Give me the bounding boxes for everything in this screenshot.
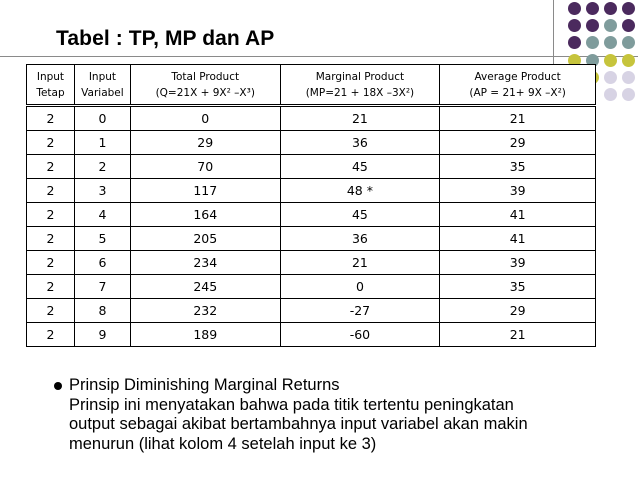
cell-marginal-product: 45 bbox=[280, 203, 440, 227]
header-line: Variabel bbox=[81, 86, 124, 99]
decor-dot bbox=[622, 54, 635, 67]
table-row bbox=[27, 203, 596, 227]
cell-marginal-product: -60 bbox=[280, 323, 440, 347]
cell-input-tetap: 2 bbox=[27, 227, 75, 251]
cell-input-variabel: 4 bbox=[74, 203, 130, 227]
cell-input-variabel: 2 bbox=[74, 155, 130, 179]
cell-marginal-product: 45 bbox=[280, 155, 440, 179]
cell-average-product: 29 bbox=[440, 131, 596, 155]
cell-input-variabel: 5 bbox=[74, 227, 130, 251]
cell-input-variabel: 6 bbox=[74, 251, 130, 275]
cell-total-product: 234 bbox=[130, 251, 280, 275]
decor-dot bbox=[604, 54, 617, 67]
cell-input-tetap: 2 bbox=[27, 299, 75, 323]
header-line: Input bbox=[88, 70, 117, 83]
decor-horizontal-line bbox=[0, 56, 638, 57]
bullet-heading: Prinsip Diminishing Marginal Returns bbox=[69, 376, 340, 394]
cell-input-variabel: 3 bbox=[74, 179, 130, 203]
table-row bbox=[27, 131, 596, 155]
decor-dot bbox=[586, 36, 599, 49]
cell-total-product: 117 bbox=[130, 179, 280, 203]
production-table bbox=[26, 64, 596, 347]
decor-dot bbox=[604, 71, 617, 84]
cell-marginal-product: -27 bbox=[280, 299, 440, 323]
cell-average-product: 39 bbox=[440, 179, 596, 203]
table-row bbox=[27, 251, 596, 275]
cell-marginal-product: 36 bbox=[280, 227, 440, 251]
header-average-product bbox=[440, 65, 596, 106]
table-row bbox=[27, 323, 596, 347]
cell-input-tetap: 2 bbox=[27, 131, 75, 155]
decor-dot bbox=[568, 2, 581, 15]
cell-input-variabel: 8 bbox=[74, 299, 130, 323]
table-row bbox=[27, 275, 596, 299]
cell-input-tetap: 2 bbox=[27, 323, 75, 347]
cell-input-tetap: 2 bbox=[27, 251, 75, 275]
cell-total-product: 245 bbox=[130, 275, 280, 299]
cell-total-product: 0 bbox=[130, 106, 280, 131]
decor-dot bbox=[604, 2, 617, 15]
cell-input-tetap: 2 bbox=[27, 179, 75, 203]
cell-marginal-product: 36 bbox=[280, 131, 440, 155]
cell-total-product: 205 bbox=[130, 227, 280, 251]
table-header-row bbox=[27, 65, 596, 106]
cell-marginal-product: 21 bbox=[280, 251, 440, 275]
decor-dot bbox=[622, 71, 635, 84]
cell-average-product: 21 bbox=[440, 323, 596, 347]
decor-dot bbox=[604, 19, 617, 32]
cell-marginal-product: 21 bbox=[280, 106, 440, 131]
decor-dot bbox=[604, 88, 617, 101]
cell-average-product: 41 bbox=[440, 227, 596, 251]
header-line: Tetap bbox=[36, 86, 65, 99]
cell-average-product: 29 bbox=[440, 299, 596, 323]
decor-dot bbox=[622, 2, 635, 15]
table-row bbox=[27, 299, 596, 323]
cell-marginal-product: 0 bbox=[280, 275, 440, 299]
cell-average-product: 35 bbox=[440, 275, 596, 299]
header-line: Total Product bbox=[171, 70, 240, 83]
description-line: output sebagai akibat bertambahnya input variabel akan makin bbox=[69, 415, 528, 433]
header-total-product bbox=[130, 65, 280, 106]
cell-input-variabel: 7 bbox=[74, 275, 130, 299]
decor-dot bbox=[622, 88, 635, 101]
principle-note bbox=[54, 376, 528, 454]
header-line: (MP=21 + 18X –3X²) bbox=[305, 86, 415, 99]
decor-dot bbox=[622, 36, 635, 49]
header-input-variabel bbox=[74, 65, 130, 106]
page-title: Tabel : TP, MP dan AP bbox=[56, 27, 275, 50]
cell-marginal-product: 48 * bbox=[280, 179, 440, 203]
table-row bbox=[27, 155, 596, 179]
decor-dot bbox=[622, 19, 635, 32]
header-marginal-product bbox=[280, 65, 440, 106]
cell-total-product: 189 bbox=[130, 323, 280, 347]
cell-average-product: 35 bbox=[440, 155, 596, 179]
cell-input-tetap: 2 bbox=[27, 275, 75, 299]
header-line: (AP = 21+ 9X –X²) bbox=[469, 86, 566, 99]
cell-average-product: 41 bbox=[440, 203, 596, 227]
decor-dot bbox=[586, 2, 599, 15]
table-row bbox=[27, 227, 596, 251]
bullet-icon bbox=[54, 382, 62, 390]
bullet-heading-line bbox=[54, 376, 528, 396]
cell-input-variabel: 1 bbox=[74, 131, 130, 155]
table-row bbox=[27, 106, 596, 131]
cell-total-product: 70 bbox=[130, 155, 280, 179]
description-line: menurun (lihat kolom 4 setelah input ke 3) bbox=[69, 434, 377, 453]
principle-description bbox=[69, 396, 528, 455]
cell-total-product: 164 bbox=[130, 203, 280, 227]
table-row bbox=[27, 179, 596, 203]
decor-dot bbox=[568, 19, 581, 32]
cell-average-product: 21 bbox=[440, 106, 596, 131]
header-line: Input bbox=[36, 70, 65, 83]
description-line: Prinsip ini menyatakan bahwa pada titik tertentu peningkatan bbox=[69, 395, 514, 414]
header-line: Marginal Product bbox=[315, 70, 405, 83]
cell-input-variabel: 0 bbox=[74, 106, 130, 131]
cell-input-variabel: 9 bbox=[74, 323, 130, 347]
cell-input-tetap: 2 bbox=[27, 155, 75, 179]
header-input-tetap bbox=[27, 65, 75, 106]
cell-input-tetap: 2 bbox=[27, 106, 75, 131]
cell-input-tetap: 2 bbox=[27, 203, 75, 227]
cell-average-product: 39 bbox=[440, 251, 596, 275]
header-line: Average Product bbox=[474, 70, 561, 83]
decor-dot bbox=[604, 36, 617, 49]
decor-dot bbox=[586, 19, 599, 32]
cell-total-product: 232 bbox=[130, 299, 280, 323]
decor-dot bbox=[568, 36, 581, 49]
header-line: (Q=21X + 9X² –X³) bbox=[155, 86, 255, 99]
cell-total-product: 29 bbox=[130, 131, 280, 155]
